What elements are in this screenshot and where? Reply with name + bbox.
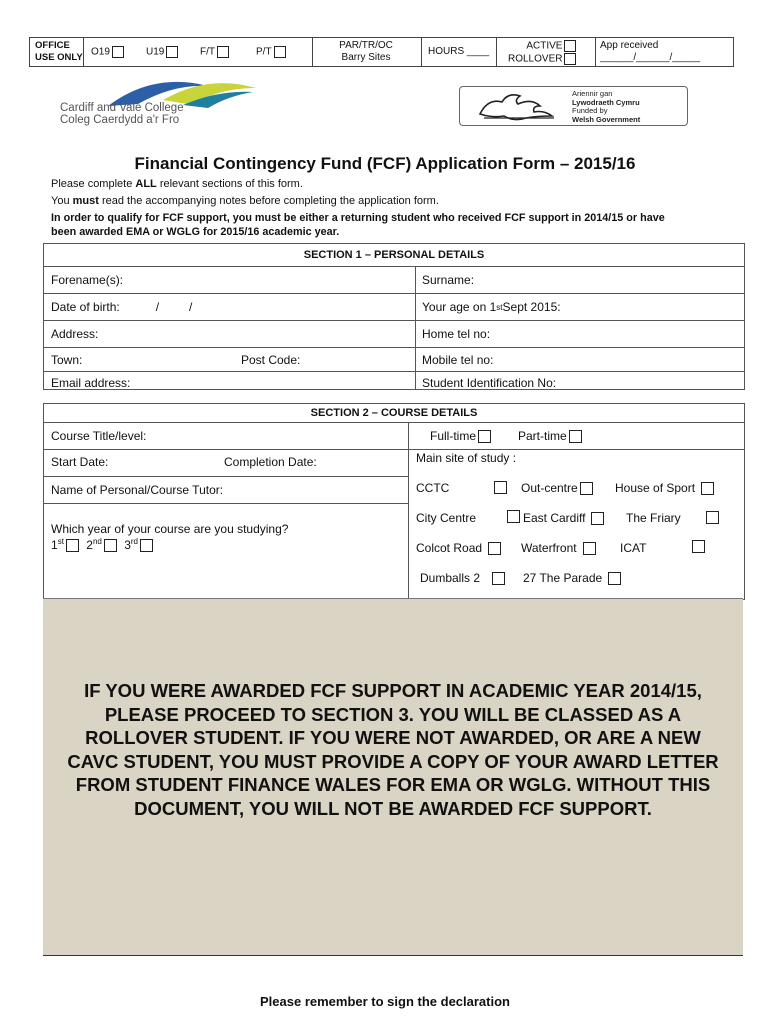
site-the-friary-checkbox[interactable]	[706, 511, 719, 524]
pt-checkbox[interactable]	[274, 46, 286, 58]
site-colcot-road-label: Colcot Road	[416, 541, 483, 555]
par-line1: PAR/TR/OC	[339, 40, 393, 51]
pt-field[interactable]	[256, 46, 286, 58]
site-house-of-sport[interactable]	[615, 481, 714, 495]
site-city-centre[interactable]	[416, 511, 476, 525]
site-outcentre[interactable]	[521, 481, 593, 495]
surname-field[interactable]: Surname:	[422, 273, 475, 287]
main-site-label: Main site of study :	[416, 451, 517, 465]
home-tel-field[interactable]: Home tel no:	[422, 327, 491, 341]
ft-field[interactable]	[200, 46, 229, 58]
site-house-of-sport-label: House of Sport	[615, 481, 696, 495]
year2-sup: nd	[92, 537, 102, 546]
warning-line-6: DOCUMENT, YOU WILL NOT BE AWARDED FCF SUPPORT.	[134, 797, 652, 819]
site-waterfront-checkbox[interactable]	[583, 542, 596, 555]
par-line2: Barry Sites	[341, 52, 391, 63]
par-tr-oc-label	[316, 40, 416, 64]
office-label-line2: USE ONLY	[35, 52, 83, 63]
pt-label: P/T	[256, 46, 272, 58]
year3-label: 3	[124, 538, 131, 552]
completion-date-field[interactable]: Completion Date:	[224, 455, 317, 469]
section1-header: SECTION 1 – PERSONAL DETAILS	[44, 244, 744, 267]
gov-funded-cy-1: Ariennir gan	[572, 89, 613, 98]
site-icat-label: ICAT	[620, 541, 647, 555]
site-parade-checkbox[interactable]	[608, 572, 621, 585]
office-use-label	[35, 40, 83, 64]
email-row	[44, 372, 744, 394]
intro-line-1	[51, 178, 303, 190]
warning-line-1: IF YOU WERE AWARDED FCF SUPPORT IN ACADEMIC YEAR 2014/15,	[84, 680, 702, 701]
o19-field[interactable]	[91, 46, 124, 58]
address-field[interactable]: Address:	[51, 327, 99, 341]
site-house-of-sport-checkbox[interactable]	[701, 482, 714, 495]
section-course-details	[43, 403, 745, 600]
dob-field[interactable]	[51, 294, 192, 320]
site-colcot-road[interactable]	[416, 541, 501, 555]
full-time-label: Full-time	[430, 429, 477, 443]
year1-label: 1	[51, 538, 58, 552]
full-time-checkbox[interactable]	[478, 430, 491, 443]
age-label-b: Sept 2015:	[502, 300, 561, 314]
dob-sep-1: /	[155, 300, 160, 314]
dates-row	[44, 448, 408, 477]
office-use-strip	[29, 37, 734, 67]
intro-line-3: In order to qualify for FCF support, you must be either a returning student who received FCF support in 2014/15 or have	[51, 212, 665, 224]
u19-field[interactable]	[146, 46, 178, 58]
intro-line-2	[51, 195, 439, 207]
site-waterfront-label: Waterfront	[521, 541, 577, 555]
site-city-centre-label: City Centre	[416, 511, 477, 525]
year3-sup: rd	[130, 537, 139, 546]
rollover-warning-text	[43, 679, 743, 821]
site-cctc-checkbox[interactable]	[494, 481, 507, 494]
year1-sup: st	[57, 537, 64, 546]
site-city-centre-checkbox[interactable]	[507, 510, 520, 523]
active-label: ACTIVE	[526, 40, 563, 52]
postcode-field[interactable]: Post Code:	[241, 352, 301, 367]
year-question: Which year of your course are you studying?	[51, 522, 289, 536]
office-label-line1: OFFICE	[35, 40, 70, 51]
student-id-field[interactable]: Student Identification No:	[422, 376, 557, 390]
warning-line-4: CAVC STUDENT, YOU MUST PROVIDE A COPY OF YOUR AWARD LETTER	[67, 750, 719, 772]
site-dumballs-label: Dumballs 2	[420, 571, 481, 585]
year2-checkbox[interactable]	[104, 539, 117, 552]
warning-line-2: PLEASE PROCEED TO SECTION 3. YOU WILL BE CLASSED AS A	[104, 703, 682, 725]
tutor-row	[44, 477, 408, 504]
age-label-sup: st	[496, 302, 503, 312]
site-cctc[interactable]	[416, 481, 449, 495]
part-time-option[interactable]	[518, 423, 582, 449]
app-received-label: App received	[600, 40, 659, 51]
page-title: Financial Contingency Fund (FCF) Application Form – 2015/16	[134, 154, 636, 173]
active-checkbox[interactable]	[564, 40, 576, 52]
site-parade-label: 27 The Parade	[523, 571, 603, 585]
status-field	[508, 40, 576, 65]
site-outcentre-label: Out-centre	[521, 481, 578, 495]
o19-checkbox[interactable]	[112, 46, 124, 58]
year-options	[51, 537, 153, 552]
forename-field[interactable]: Forename(s):	[51, 273, 124, 287]
section2-header: SECTION 2 – COURSE DETAILS	[44, 404, 744, 423]
dob-label: Date of birth:	[51, 300, 120, 314]
left-course-column	[44, 448, 408, 552]
ft-checkbox[interactable]	[217, 46, 229, 58]
section-personal-details	[43, 243, 745, 390]
rollover-label: ROLLOVER	[508, 53, 563, 65]
intro-2c: read the accompanying notes before completing the application form.	[98, 195, 439, 207]
site-the-friary[interactable]	[626, 511, 681, 525]
site-colcot-road-checkbox[interactable]	[488, 542, 501, 555]
dob-sep-2: /	[189, 300, 193, 314]
email-field[interactable]: Email address:	[51, 376, 131, 390]
site-east-cardiff-label: East Cardiff	[523, 511, 586, 525]
college-name-en: Cardiff and Vale College	[60, 102, 184, 114]
dob-row	[44, 294, 744, 321]
intro-2a: You	[51, 195, 73, 207]
age-field[interactable]	[422, 294, 561, 320]
intro-line-4: been awarded EMA or WGLG for 2015/16 academic year.	[51, 226, 340, 238]
site-cctc-label: CCTC	[416, 481, 450, 495]
welsh-government-logo	[459, 86, 688, 126]
site-waterfront[interactable]	[521, 541, 596, 555]
site-east-cardiff-checkbox[interactable]	[591, 512, 604, 525]
site-dumballs[interactable]	[420, 571, 505, 585]
start-date-field[interactable]: Start Date:	[51, 455, 109, 469]
gov-funded-en-2: Welsh Government	[572, 114, 641, 124]
site-outcentre-checkbox[interactable]	[580, 482, 593, 495]
warning-line-5: FROM STUDENT FINANCE WALES FOR EMA OR WGLG. WITHOUT THIS	[75, 774, 711, 796]
full-time-option[interactable]	[430, 423, 491, 449]
year3-checkbox[interactable]	[140, 539, 153, 552]
site-east-cardiff[interactable]	[523, 511, 604, 525]
college-logo	[58, 78, 258, 126]
college-name-cy: Coleg Caerdydd a'r Fro	[60, 114, 180, 126]
site-parade[interactable]	[523, 571, 621, 585]
forename-row	[44, 267, 744, 294]
app-received-date[interactable]: ______/______/_____	[600, 52, 701, 63]
ft-label: F/T	[200, 46, 215, 58]
intro-1c: relevant sections of this form.	[156, 178, 303, 190]
age-label-a: Your age on 1	[422, 300, 497, 314]
address-row	[44, 321, 744, 348]
town-row	[44, 348, 744, 372]
rollover-warning-panel	[43, 598, 743, 956]
tutor-field[interactable]: Name of Personal/Course Tutor:	[51, 483, 224, 497]
gov-funded-cy-2: Lywodraeth Cymru	[572, 97, 640, 107]
hours-field[interactable]: HOURS ____	[428, 46, 490, 57]
app-received-field[interactable]	[600, 40, 700, 64]
course-title-field[interactable]: Course Title/level:	[51, 429, 147, 443]
course-title-row	[44, 423, 744, 450]
intro-1a: Please complete	[51, 178, 136, 190]
intro-1b: ALL	[135, 178, 157, 190]
sign-declaration-reminder: Please remember to sign the declaration	[260, 994, 510, 1009]
site-icat-checkbox[interactable]	[692, 540, 705, 553]
u19-checkbox[interactable]	[166, 46, 178, 58]
part-time-checkbox[interactable]	[569, 430, 582, 443]
town-field[interactable]: Town:	[51, 352, 83, 367]
u19-label: U19	[146, 46, 165, 58]
rollover-checkbox[interactable]	[564, 53, 576, 65]
year2-label: 2	[86, 538, 93, 552]
site-the-friary-label: The Friary	[626, 511, 681, 525]
part-time-label: Part-time	[518, 429, 567, 443]
o19-label: O19	[91, 46, 110, 58]
mobile-field[interactable]: Mobile tel no:	[422, 352, 494, 367]
warning-line-3: ROLLOVER STUDENT. IF YOU WERE NOT AWARDED, OR ARE A NEW	[85, 727, 701, 749]
intro-2b: must	[72, 195, 99, 207]
site-icat[interactable]	[620, 541, 646, 555]
gov-funded-en-1: Funded by	[572, 106, 608, 115]
welsh-dragon-icon	[474, 88, 564, 124]
year1-checkbox[interactable]	[66, 539, 79, 552]
site-dumballs-checkbox[interactable]	[492, 572, 505, 585]
